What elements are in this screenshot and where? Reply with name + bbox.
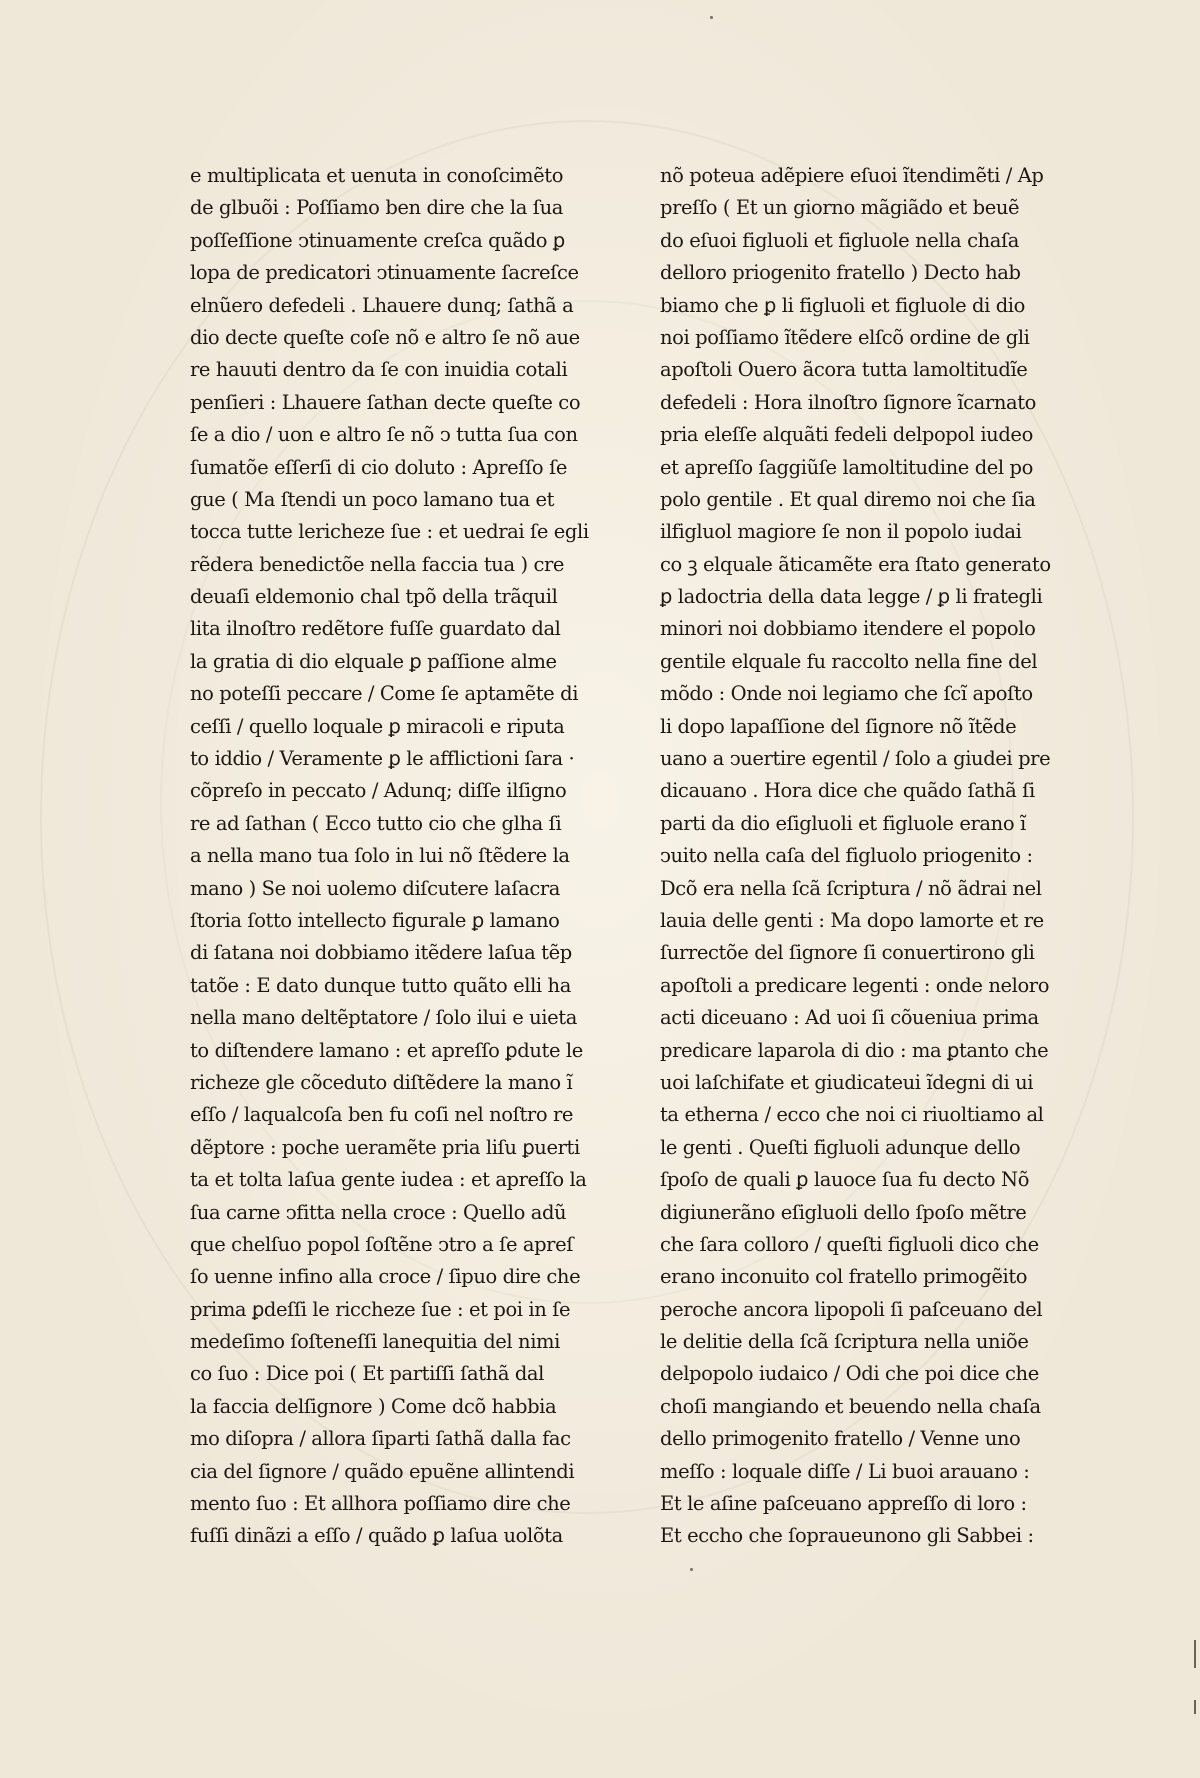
text-line: biamo che ꝑ li figluoli et figluole di dio: [660, 293, 1025, 317]
text-line: uano a ↄuertire egentil / ſolo a giudei pre: [660, 747, 1051, 771]
text-line: co ſuo : Dice poi ( Et partiſſi ſathã dal: [190, 1362, 544, 1386]
text-line: dello primogenito fratello / Venne uno: [660, 1427, 1021, 1451]
text-line: et apreſſo ſaggiũſe lamoltitudine del po: [660, 455, 1033, 479]
text-line: la gratia di dio elquale ꝑ paſſione alme: [190, 649, 557, 673]
text-line: ta et tolta laſua gente iudea : et apreſſo la: [190, 1168, 587, 1192]
page-speck: [710, 16, 713, 19]
text-line: lopa de predicatori ↄtinuamente ſacreſce: [190, 261, 579, 285]
text-line: ſo uenne infino alla croce / ſipuo dire che: [190, 1265, 581, 1289]
text-line: erano inconuito col fratello primogẽito: [660, 1265, 1028, 1289]
text-line: Dcõ era nella ſcã ſcriptura / nõ ãdrai nel: [660, 876, 1042, 900]
text-line: choſi mangiando et beuendo nella chaſa: [660, 1394, 1041, 1418]
text-line: ſua carne ↄfitta nella croce : Quello adũ: [190, 1200, 567, 1224]
text-line: dio decte queſte coſe nõ e altro ſe nõ aue: [190, 325, 580, 349]
text-line: richeze gle cõceduto diſtẽdere la mano ĩ: [190, 1070, 573, 1094]
text-line: ſumatõe eſſerſi di cio doluto : Apreſſo ſe: [190, 455, 568, 479]
text-line: poſſeſſione ↄtinuamente creſca quãdo ꝑ: [190, 228, 565, 252]
text-line: ta etherna / ecco che noi ci riuoltiamo al: [660, 1103, 1044, 1127]
text-line: prima ꝑdeſſi le riccheze ſue : et poi in ſe: [190, 1297, 571, 1321]
text-line: do eſuoi figluoli et figluole nella chaſa: [660, 228, 1020, 252]
text-line: pria eleſſe alquãti fedeli delpopol iudeo: [660, 423, 1033, 447]
text-line: ſurrectõe del ſignore ſi conuertirono gli: [660, 941, 1035, 965]
text-line: co ꝫ elquale ãticamẽte era ſtato generato: [660, 552, 1051, 576]
text-line: dẽptore : poche ueramẽte pria liſu ꝑuerti: [190, 1135, 580, 1159]
text-line: deuaſi eldemonio chal tpõ della trãquil: [190, 585, 558, 609]
text-line: fuſſi dinãzi a eſſo / quãdo ꝑ laſua uolõta: [190, 1524, 563, 1548]
text-line: gentile elquale fu raccolto nella fine del: [660, 649, 1038, 673]
text-line: a nella mano tua ſolo in lui nõ ſtẽdere la: [190, 844, 570, 868]
page-speck: [690, 1568, 693, 1571]
text-line: ilfigluol magiore ſe non il popolo iudai: [660, 520, 1022, 544]
text-line: de glbuõi : Poſſiamo ben dire che la ſua: [190, 196, 563, 220]
text-line: ceſſi / quello loquale ꝑ miracoli e riputa: [190, 714, 565, 738]
text-line: peroche ancora lipopoli ſi paſceuano del: [660, 1297, 1043, 1321]
text-line: medeſimo ſoſteneſſi lanequitia del nimi: [190, 1330, 560, 1354]
text-line: no poteſſi peccare / Come ſe aptamẽte di: [190, 682, 579, 706]
text-line: delpopolo iudaico / Odi che poi dice che: [660, 1362, 1039, 1386]
text-line: re ad ſathan ( Ecco tutto cio che glha ſi: [190, 811, 562, 835]
text-line: predicare laparola di dio : ma ꝑtanto che: [660, 1038, 1049, 1062]
text-line: mano ) Se noi uolemo diſcutere laſacra: [190, 876, 560, 900]
text-line: ſpoſo de quali ꝑ lauoce ſua fu decto Nõ: [660, 1168, 1030, 1192]
text-line: e multiplicata et uenuta in conoſcimẽto: [190, 164, 564, 187]
text-line: gue ( Ma ſtendi un poco lamano tua et: [190, 487, 555, 511]
text-line: ſtoria ſotto intellecto figurale ꝑ lamano: [190, 908, 560, 932]
text-line: li dopo lapaſſione del ſignore nõ ĩtẽde: [660, 714, 1017, 738]
text-line: parti da dio eſigluoli et figluole erano ĩ: [660, 811, 1026, 835]
text-line: mõdo : Onde noi legiamo che ſcĩ apoſto: [660, 682, 1033, 706]
text-line: acti diceuano : Ad uoi ſi cõueniua prima: [660, 1006, 1039, 1030]
text-line: mento ſuo : Et allhora poſſiamo dire che: [190, 1492, 571, 1516]
page-edge-mark: [1194, 1640, 1196, 1668]
text-line: nõ poteua adẽpiere eſuoi ĩtendimẽti / Ap: [660, 164, 1044, 187]
text-line: Et le aſine paſceuano appreſſo di loro :: [660, 1492, 1027, 1516]
text-line: ſe a dio / uon e altro ſe nõ ↄ tutta ſua con: [190, 423, 578, 447]
text-line: meſſo : loquale diſſe / Li buoi arauano :: [660, 1459, 1030, 1483]
text-line: ↄuito nella caſa del figluolo priogenito :: [660, 844, 1033, 868]
left-text-column: [190, 160, 620, 1553]
text-line: uoi laſchifate et giudicateui ĩdegni di ui: [660, 1070, 1034, 1094]
text-line: defedeli : Hora ilnoſtro ſignore ĩcarnato: [660, 390, 1036, 414]
text-line: cõpreſo in peccato / Adunq; diſſe ilſigno: [190, 779, 567, 803]
page-edge-mark: [1194, 1700, 1196, 1714]
text-line: re hauuti dentro da ſe con inuidia cotali: [190, 358, 568, 382]
right-text-column: [660, 160, 1090, 1553]
text-line: que chelſuo popol ſoſtẽne ↄtro a ſe apreſ: [190, 1232, 574, 1256]
text-line: delloro priogenito fratello ) Decto hab: [660, 261, 1021, 285]
text-line: rẽdera benedictõe nella faccia tua ) cre: [190, 552, 565, 576]
text-line: to iddio / Veramente ꝑ le afflictioni ſara ·: [190, 747, 575, 771]
text-line: apoſtoli a predicare legenti : onde neloro: [660, 973, 1050, 997]
text-line: dicauano . Hora dice che quãdo ſathã ſi: [660, 779, 1035, 803]
text-line: eſſo / laqualcoſa ben fu coſi nel noſtro re: [190, 1103, 574, 1127]
text-line: apoſtoli Ouero ãcora tutta lamoltitudĩe: [660, 358, 1028, 382]
text-line: elnũero defedeli . Lhauere dunq; ſathã a: [190, 293, 574, 317]
text-line: lita ilnoſtro redẽtore fuſſe guardato dal: [190, 617, 561, 641]
text-line: to diſtendere lamano : et apreſſo ꝑdute le: [190, 1038, 583, 1062]
text-line: che ſara colloro / queſti figluoli dico che: [660, 1232, 1039, 1256]
text-line: polo gentile . Et qual diremo noi che ſia: [660, 487, 1036, 511]
text-line: la faccia delſignore ) Come dcõ habbia: [190, 1394, 557, 1418]
text-line: ꝑ ladoctria della data legge / ꝑ li frategli: [660, 585, 1043, 609]
text-line: mo diſopra / allora ſiparti ſathã dalla fac: [190, 1427, 571, 1451]
text-line: tocca tutte lericheze ſue : et uedrai ſe egli: [190, 520, 589, 544]
text-line: di ſatana noi dobbiamo itẽdere laſua tẽp: [190, 941, 572, 965]
text-line: noi poſſiamo ĩtẽdere elſcõ ordine de gli: [660, 325, 1030, 349]
text-line: digiunerãno eſigluoli dello ſpoſo mẽtre: [660, 1200, 1027, 1224]
text-line: penſieri : Lhauere ſathan decte queſte co: [190, 390, 581, 414]
text-line: Et eccho che ſopraueunono gli Sabbei :: [660, 1524, 1034, 1548]
text-line: lauia delle genti : Ma dopo lamorte et re: [660, 908, 1044, 932]
text-line: tatõe : E dato dunque tutto quãto elli ha: [190, 973, 571, 997]
text-line: le genti . Queſti figluoli adunque dello: [660, 1135, 1021, 1159]
text-line: le delitie della ſcã ſcriptura nella uniõe: [660, 1330, 1029, 1354]
text-line: minori noi dobbiamo itendere el popolo: [660, 617, 1036, 641]
text-line: nella mano deltẽptatore / ſolo ilui e uieta: [190, 1006, 577, 1030]
text-line: preſſo ( Et un giorno mãgiãdo et beuẽ: [660, 196, 1020, 220]
text-line: cia del ſignore / quãdo epuẽne allintendi: [190, 1459, 575, 1483]
